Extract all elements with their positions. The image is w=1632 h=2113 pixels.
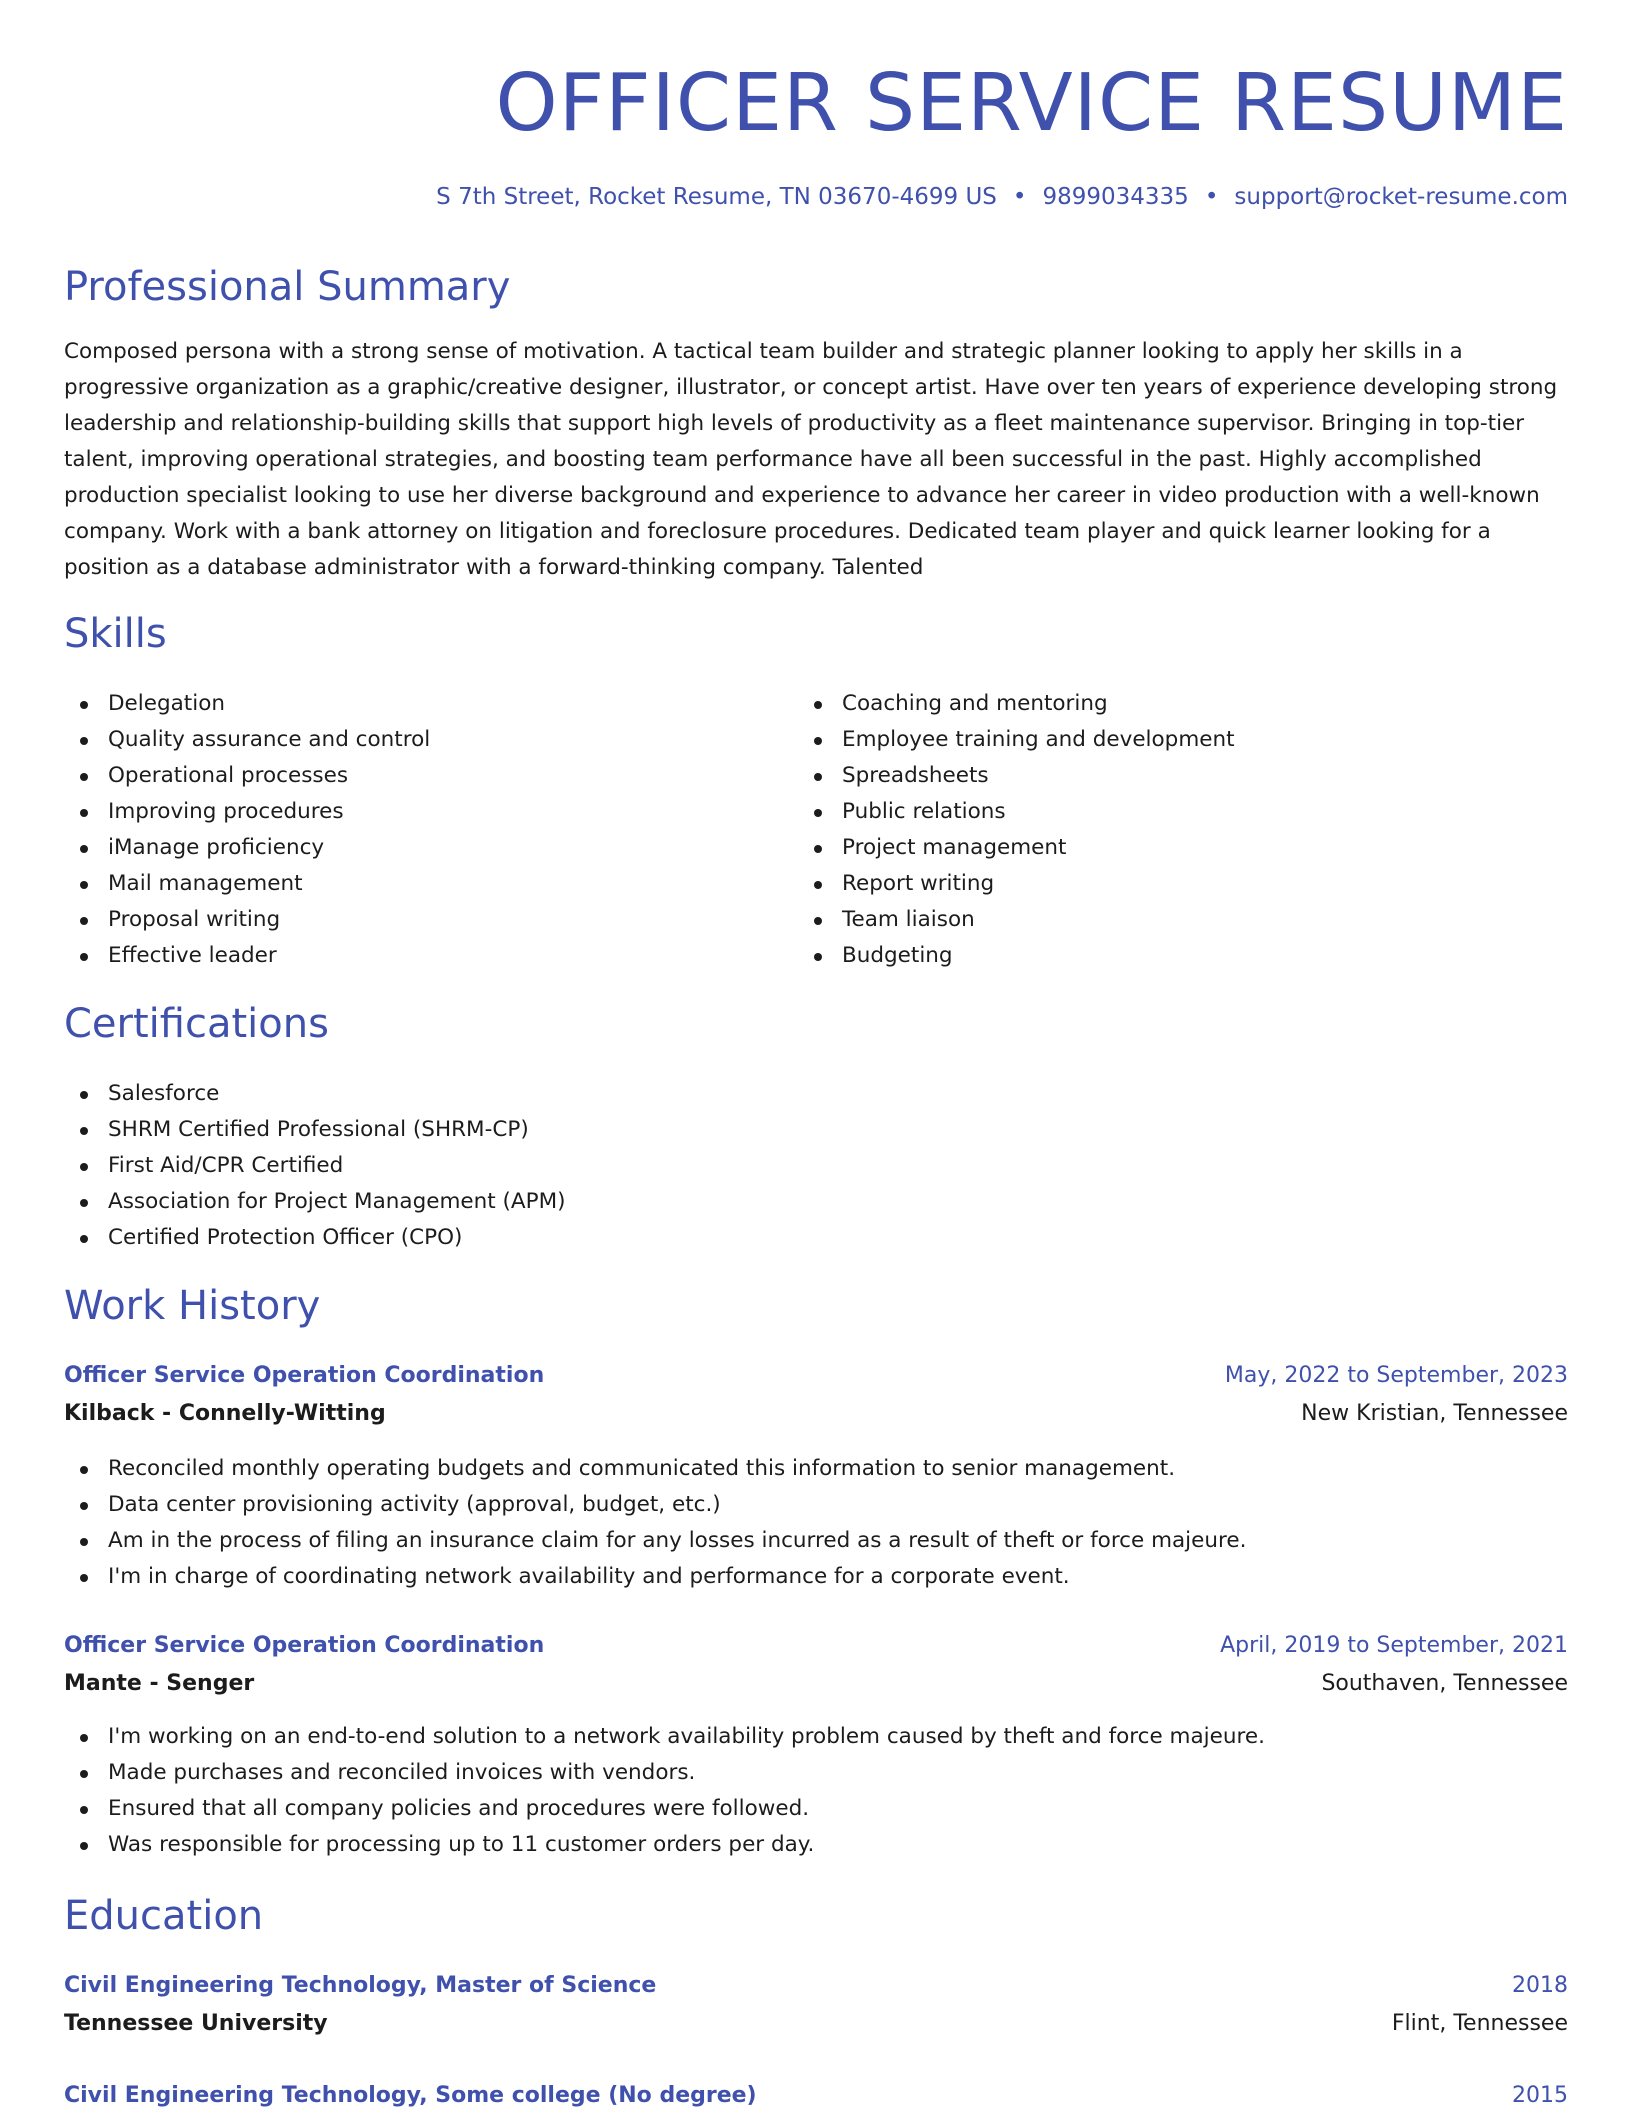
contact-line (436, 180, 1568, 214)
skill-item: Delegation (64, 686, 430, 722)
skill-item: Budgeting (798, 938, 1235, 974)
skill-item: Quality assurance and control (64, 722, 430, 758)
job-bullet: I'm in charge of coordinating network availability and performance for a corporate event. (64, 1559, 1246, 1595)
job-bullet: Made purchases and reconciled invoices with vendors. (64, 1755, 1265, 1791)
job-bullet: Data center provisioning activity (approval, budget, etc.) (64, 1487, 1246, 1523)
certification-item: SHRM Certified Professional (SHRM-CP) (64, 1112, 566, 1148)
job-location: Southaven, Tennessee (1321, 1671, 1568, 1696)
resume-title: OFFICER SERVICE RESUME (495, 57, 1568, 149)
contact-address: S 7th Street, Rocket Resume, TN 03670-4699 US (436, 184, 997, 210)
education-entry (64, 1969, 1568, 2045)
summary-heading: Professional Summary (64, 264, 511, 310)
contact-phone: 9899034335 (1042, 184, 1189, 210)
skill-item: Coaching and mentoring (798, 686, 1235, 722)
certification-item: Certified Protection Officer (CPO) (64, 1220, 566, 1256)
education-year: 2015 (1512, 2083, 1568, 2108)
education-degree: Civil Engineering Technology, Master of Science (64, 1973, 657, 1998)
job-bullet: Was responsible for processing up to 11 customer orders per day. (64, 1827, 1265, 1863)
skill-item: Team liaison (798, 902, 1235, 938)
contact-email[interactable]: support@rocket-resume.com (1234, 184, 1568, 210)
job-header (64, 1359, 1568, 1435)
job-bullet: Reconciled monthly operating budgets and communicated this information to senior management. (64, 1451, 1246, 1487)
job-dates: April, 2019 to September, 2021 (1220, 1633, 1568, 1658)
job-location: New Kristian, Tennessee (1301, 1401, 1568, 1426)
job-company: Mante - Senger (64, 1671, 255, 1696)
skill-item: Public relations (798, 794, 1235, 830)
certification-item: First Aid/CPR Certified (64, 1148, 566, 1184)
education-degree: Civil Engineering Technology, Some college (No degree) (64, 2083, 757, 2108)
job-header (64, 1629, 1568, 1705)
job-title: Officer Service Operation Coordination (64, 1363, 545, 1388)
contact-separator: • (1012, 184, 1027, 210)
job-bullet: I'm working on an end-to-end solution to a network availability problem caused by theft and force majeure. (64, 1719, 1265, 1755)
certification-item: Association for Project Management (APM) (64, 1184, 566, 1220)
certifications-heading: Certifications (64, 1001, 329, 1047)
skill-item: Mail management (64, 866, 430, 902)
skills-list-left (64, 686, 430, 974)
contact-separator: • (1204, 184, 1219, 210)
skill-item: Employee training and development (798, 722, 1235, 758)
work-history-heading: Work History (64, 1283, 321, 1329)
job-bullets (64, 1451, 1246, 1595)
job-dates: May, 2022 to September, 2023 (1224, 1363, 1568, 1388)
summary-text: Composed persona with a strong sense of motivation. A tactical team builder and strategic planner looking to apply her skills in a progressive organization as a graphic/creative designer, illustrator, or concept artist. Have over ten years of experience developing strong leadership and relationship-building skills that support high levels of productivity as a fleet maintenance supervisor. Bringing in top-tier talent, improving operational strategies, and boosting team performance have all been successful in the past. Highly accomplished production specialist looking to use her diverse background and experience to advance her career in video production with a well-known company. Work with a bank attorney on litigation and foreclosure procedures. Dedicated team player and quick learner looking for a position as a database administrator with a forward-thinking company. Talented (64, 339, 1558, 580)
skill-item: Effective leader (64, 938, 430, 974)
job-title: Officer Service Operation Coordination (64, 1633, 545, 1658)
job-bullets (64, 1719, 1265, 1863)
skill-item: Spreadsheets (798, 758, 1235, 794)
skills-heading: Skills (64, 611, 167, 657)
skill-item: Report writing (798, 866, 1235, 902)
education-year: 2018 (1512, 1973, 1568, 1998)
skill-item: iManage proficiency (64, 830, 430, 866)
skill-item: Operational processes (64, 758, 430, 794)
job-company: Kilback - Connelly-Witting (64, 1401, 386, 1426)
education-entry (64, 2079, 1568, 2113)
skill-item: Project management (798, 830, 1235, 866)
education-location: Flint, Tennessee (1391, 2011, 1568, 2036)
job-bullet: Ensured that all company policies and procedures were followed. (64, 1791, 1265, 1827)
certifications-list (64, 1076, 566, 1256)
education-school: Tennessee University (64, 2011, 328, 2036)
skills-list-right (798, 686, 1235, 974)
education-heading: Education (64, 1893, 264, 1939)
job-bullet: Am in the process of filing an insurance claim for any losses incurred as a result of theft or force majeure. (64, 1523, 1246, 1559)
certification-item: Salesforce (64, 1076, 566, 1112)
skill-item: Improving procedures (64, 794, 430, 830)
skill-item: Proposal writing (64, 902, 430, 938)
